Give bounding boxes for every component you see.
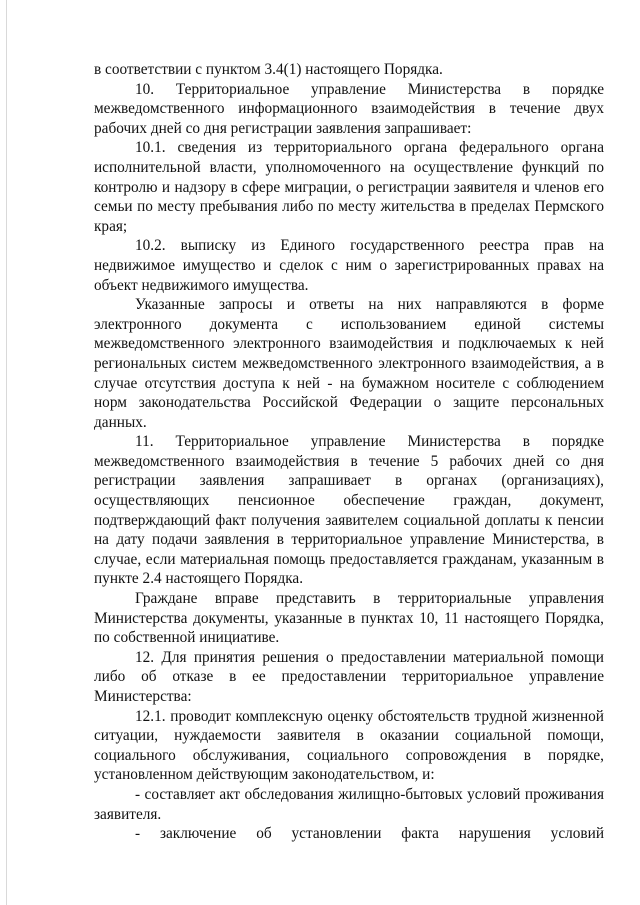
paragraph-12: 12. Для принятия решения о предоставлении материальной помощи либо об отказе в ее предоставлении территориальное управление Министерства:: [94, 648, 604, 705]
paragraph-11: 11. Территориальное управление Министерства в порядке межведомственного взаимодействия в течение 5 рабочих дней со дня регистрации заявления запрашивает в органах (организациях), осуществляющих пенсионное обеспечение граждан, документ, подтверждающий факт получения заявителем социальной доплаты к пенсии на дату подачи заявления в территориальное управление Министерства, в случае, если материальная помощь предоставляется гражданам, указанным в пункте 2.4 настоящего Порядка.: [94, 433, 604, 588]
paragraph-10: 10. Территориальное управление Министерства в порядке межведомственного информационного взаимодействия в течение двух рабочих дней со дня регистрации заявления запрашивает:: [94, 80, 604, 137]
paragraph-10-1: 10.1. сведения из территориального органа федерального органа исполнительной власти, уполномоченного на осуществление функций по контролю и надзору в сфере миграции, о регистрации заявителя и членов его семьи по месту пребывания либо по месту жительства в пределах Пермского края;: [94, 139, 604, 235]
paragraph-12-1: 12.1. проводит комплексную оценку обстоятельств трудной жизненной ситуации, нуждаемости заявителя в оказании социальной помощи, социального обслуживания, социального сопровождения в порядке, установленном действующим законодательством, и:: [94, 707, 604, 784]
paragraph-requests: Указанные запросы и ответы на них направляются в форме электронного документа с использованием единой системы межведомственного электронного взаимодействия и подключаемых к ней региональных систем межведомственного электронного взаимодействия, а в случае отсутствия доступа к ней - на бумажном носителе с соблюдением норм законодательства Российской Федерации о защите персональных данных.: [94, 296, 604, 431]
paragraph-10-2: 10.2. выписку из Единого государственного реестра прав на недвижимое имущество и сделок с ним о зарегистрированных правах на объект недвижимого имущества.: [94, 237, 604, 294]
paragraph-continuation: в соответствии с пунктом 3.4(1) настоящего Порядка.: [94, 61, 443, 78]
paragraph-conclusion-item: - заключение об установлении факта нарушения условий: [135, 825, 604, 843]
paragraph-citizens-right: Граждане вправе представить в территориальные управления Министерства документы, указанные в пунктах 10, 11 настоящего Порядка, по собственной инициативе.: [94, 590, 604, 647]
document-body: [94, 60, 604, 844]
paragraph-act-item: - составляет акт обследования жилищно-бытовых условий проживания заявителя.: [94, 785, 604, 823]
scan-edge-line: [6, 0, 7, 905]
